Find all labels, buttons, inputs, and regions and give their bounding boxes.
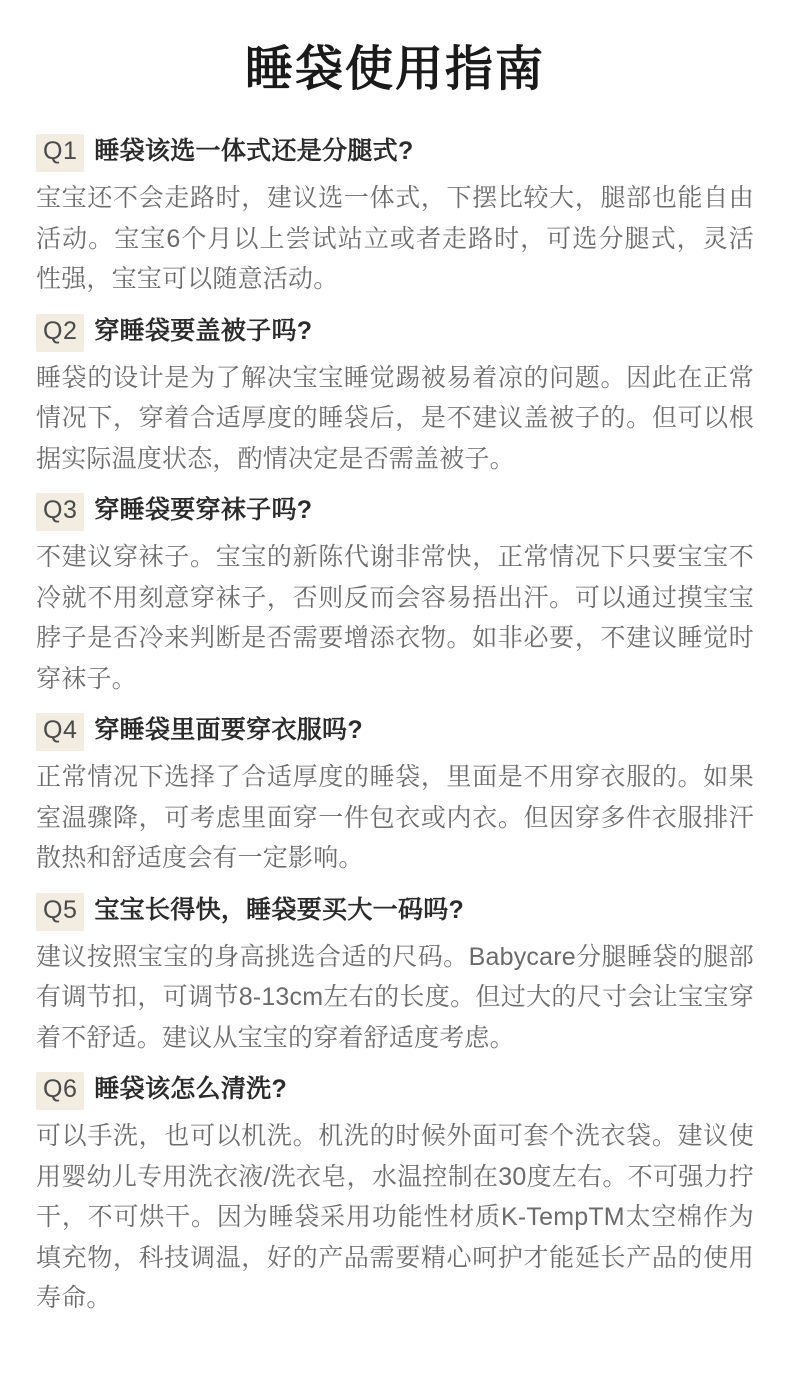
faq-answer: 宝宝还不会走路时，建议选一体式，下摆比较大，腿部也能自由活动。宝宝6个月以上尝试站立或者走路时，可选分腿式，灵活性强，宝宝可以随意活动。 bbox=[36, 184, 754, 293]
faq-tag: Q4 bbox=[36, 713, 84, 751]
faq-tag: Q2 bbox=[36, 314, 84, 352]
faq-question-row bbox=[36, 713, 754, 751]
faq-question: 宝宝长得快，睡袋要买大一码吗? bbox=[94, 895, 465, 924]
faq-item bbox=[36, 713, 754, 879]
faq-question-row bbox=[36, 493, 754, 531]
faq-tag: Q5 bbox=[36, 893, 84, 931]
faq-question: 穿睡袋要盖被子吗? bbox=[94, 316, 313, 345]
faq-question: 穿睡袋要穿袜子吗? bbox=[94, 496, 313, 524]
faq-answer: 正常情况下选择了合适厚度的睡袋，里面是不用穿衣服的。如果室温骤降，可考虑里面穿一件包衣或内衣。但因穿多件衣服排汗散热和舒适度会有一定影响。 bbox=[36, 763, 754, 872]
faq-answer: 睡袋的设计是为了解决宝宝睡觉踢被易着凉的问题。因此在正常情况下，穿着合适厚度的睡袋后，是不建议盖被子的。但可以根据实际温度状态，酌情决定是否需盖被子。 bbox=[36, 363, 754, 473]
faq-question-row bbox=[36, 1072, 754, 1110]
faq-question-row bbox=[36, 314, 754, 352]
faq-question: 睡袋该怎么清洗? bbox=[94, 1075, 288, 1103]
faq-item bbox=[36, 1072, 754, 1319]
faq-list bbox=[36, 134, 754, 1319]
faq-question: 睡袋该选一体式还是分腿式? bbox=[94, 137, 414, 165]
faq-item bbox=[36, 314, 754, 480]
page-title: 睡袋使用指南 bbox=[244, 43, 545, 96]
faq-tag: Q3 bbox=[36, 493, 84, 531]
faq-question-row bbox=[36, 134, 754, 172]
faq-tag: Q6 bbox=[36, 1072, 84, 1110]
faq-answer: 不建议穿袜子。宝宝的新陈代谢非常快，正常情况下只要宝宝不冷就不用刻意穿袜子，否则反而会容易捂出汗。可以通过摸宝宝脖子是否冷来判断是否需要增添衣物。如非必要，不建议睡觉时穿袜子。 bbox=[36, 543, 754, 693]
faq-answer: 可以手洗，也可以机洗。机洗的时候外面可套个洗衣袋。建议使用婴幼儿专用洗衣液/洗衣皂，水温控制在30度左右。不可强力拧干，不可烘干。因为睡袋采用功能性材质K-TempTM太空棉作为填充物，科技调温，好的产品需要精心呵护才能延长产品的使用寿命。 bbox=[36, 1122, 754, 1312]
faq-item bbox=[36, 493, 754, 699]
faq-question: 穿睡袋里面要穿衣服吗? bbox=[94, 716, 363, 744]
faq-answer: 建议按照宝宝的身高挑选合适的尺码。Babycare分腿睡袋的腿部有调节扣，可调节8-13cm左右的长度。但过大的尺寸会让宝宝穿着不舒适。建议从宝宝的穿着舒适度考虑。 bbox=[36, 942, 754, 1052]
faq-question-row bbox=[36, 893, 754, 931]
faq-item bbox=[36, 893, 754, 1059]
faq-tag: Q1 bbox=[36, 134, 84, 172]
faq-item bbox=[36, 134, 754, 300]
